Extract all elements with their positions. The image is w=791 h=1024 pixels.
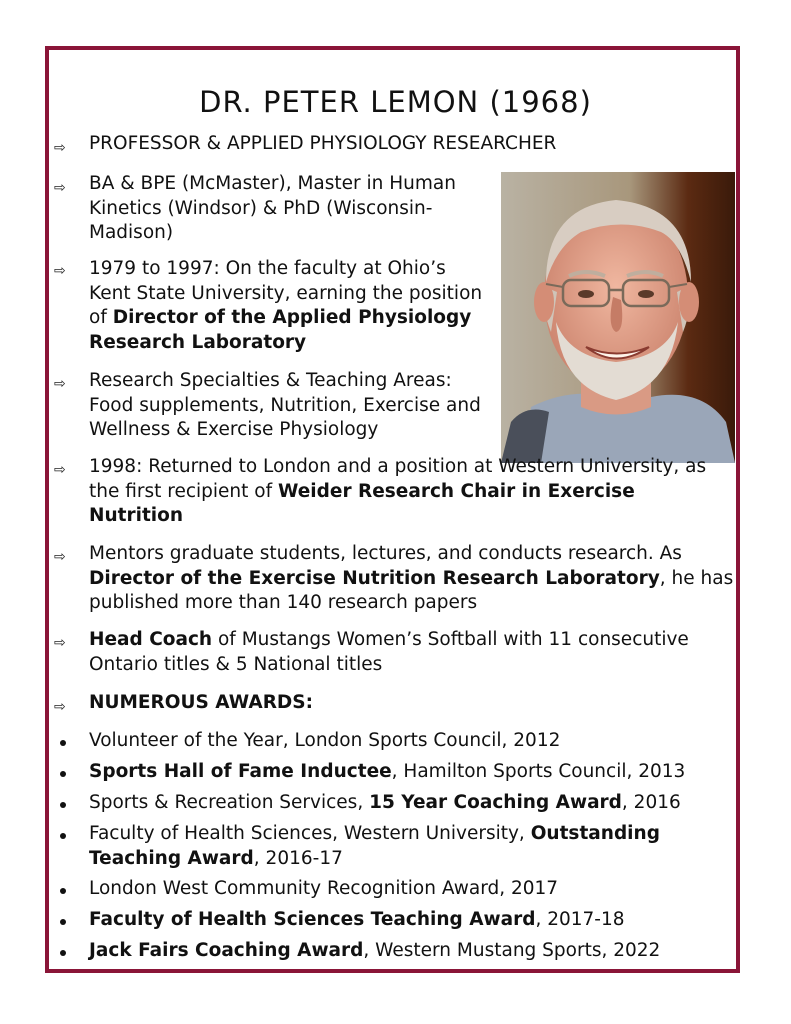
award-item [89, 729, 729, 754]
bullet-dot-icon [60, 888, 66, 894]
award-item [89, 791, 729, 816]
bullet-dot-icon [60, 771, 66, 777]
item-text: PROFESSOR & APPLIED PHYSIOLOGY RESEARCHER [89, 133, 557, 154]
award-item [89, 908, 729, 933]
portrait-photo [501, 172, 735, 463]
list-item [89, 172, 484, 246]
list-item [89, 257, 489, 355]
item-text: of Mustangs Women’s Softball with 11 consecutive Ontario titles & 5 National titles [89, 629, 689, 675]
item-text: 1998: Returned to London and a position at Western University, as the first recipient of [89, 456, 707, 502]
award-item [89, 939, 729, 964]
item-bold-text: Faculty of Health Sciences Teaching Award [89, 909, 536, 930]
item-text: Volunteer of the Year, London Sports Council, 2012 [89, 730, 561, 751]
item-bold-text: Weider Research Chair in Exercise Nutrition [89, 480, 635, 526]
award-item [89, 760, 729, 785]
item-bold-text: Head Coach [89, 629, 213, 650]
award-item [89, 877, 729, 902]
item-text: Research Specialties & Teaching Areas: Food supplements, Nutrition, Exercise and Wellness & Exercise Physiology [89, 370, 481, 440]
arrow-bullet-icon: ⇨ [54, 462, 66, 478]
arrow-bullet-icon: ⇨ [54, 140, 66, 156]
bullet-dot-icon [60, 802, 66, 808]
item-text: , 2016 [621, 792, 681, 813]
item-text: , he has published more than 140 research papers [89, 567, 734, 613]
item-bold-text: Sports Hall of Fame Inductee [89, 761, 392, 782]
item-bold-text: Director of the Exercise Nutrition Research Laboratory [89, 567, 660, 589]
list-item [89, 132, 709, 157]
bullet-dot-icon [60, 919, 66, 925]
item-text: London West Community Recognition Award, 2017 [89, 878, 559, 899]
arrow-bullet-icon: ⇨ [54, 180, 66, 196]
arrow-bullet-icon: ⇨ [54, 699, 66, 715]
item-text: , Hamilton Sports Council, 2013 [391, 761, 686, 782]
item-text: BA & BPE (McMaster), Master in Human Kinetics (Windsor) & PhD (Wisconsin-Madison) [89, 173, 456, 243]
arrow-bullet-icon: ⇨ [54, 549, 66, 565]
list-item [89, 691, 689, 716]
item-text: Mentors graduate students, lectures, and conducts research. As [89, 543, 682, 564]
arrow-bullet-icon: ⇨ [54, 635, 66, 651]
item-bold-text: Jack Fairs Coaching Award [89, 940, 364, 961]
bullet-dot-icon [60, 740, 66, 746]
item-text: , 2016-17 [253, 847, 343, 869]
list-item [89, 628, 709, 677]
item-text: Faculty of Health Sciences, Western University, [89, 823, 531, 844]
award-item [89, 822, 689, 871]
item-text: , 2017-18 [535, 909, 625, 930]
arrow-bullet-icon: ⇨ [54, 376, 66, 392]
list-item [89, 369, 484, 443]
arrow-bullet-icon: ⇨ [54, 263, 66, 279]
page-title: DR. PETER LEMON (1968) [199, 85, 592, 120]
item-bold-text: 15 Year Coaching Award [369, 792, 622, 813]
list-item [89, 455, 734, 529]
item-bold-text: Director of the Applied Physiology Research Laboratory [89, 307, 472, 353]
bullet-dot-icon [60, 833, 66, 839]
bullet-dot-icon [60, 950, 66, 956]
item-bold-text: Outstanding Teaching Award [89, 823, 660, 869]
item-text: 1979 to 1997: On the faculty at Ohio’s Kent State University, earning the position of [89, 258, 483, 328]
item-bold-text: NUMEROUS AWARDS: [89, 692, 314, 713]
list-item [89, 542, 734, 616]
item-text: Sports & Recreation Services, [89, 792, 370, 813]
item-text: , Western Mustang Sports, 2022 [363, 940, 661, 961]
